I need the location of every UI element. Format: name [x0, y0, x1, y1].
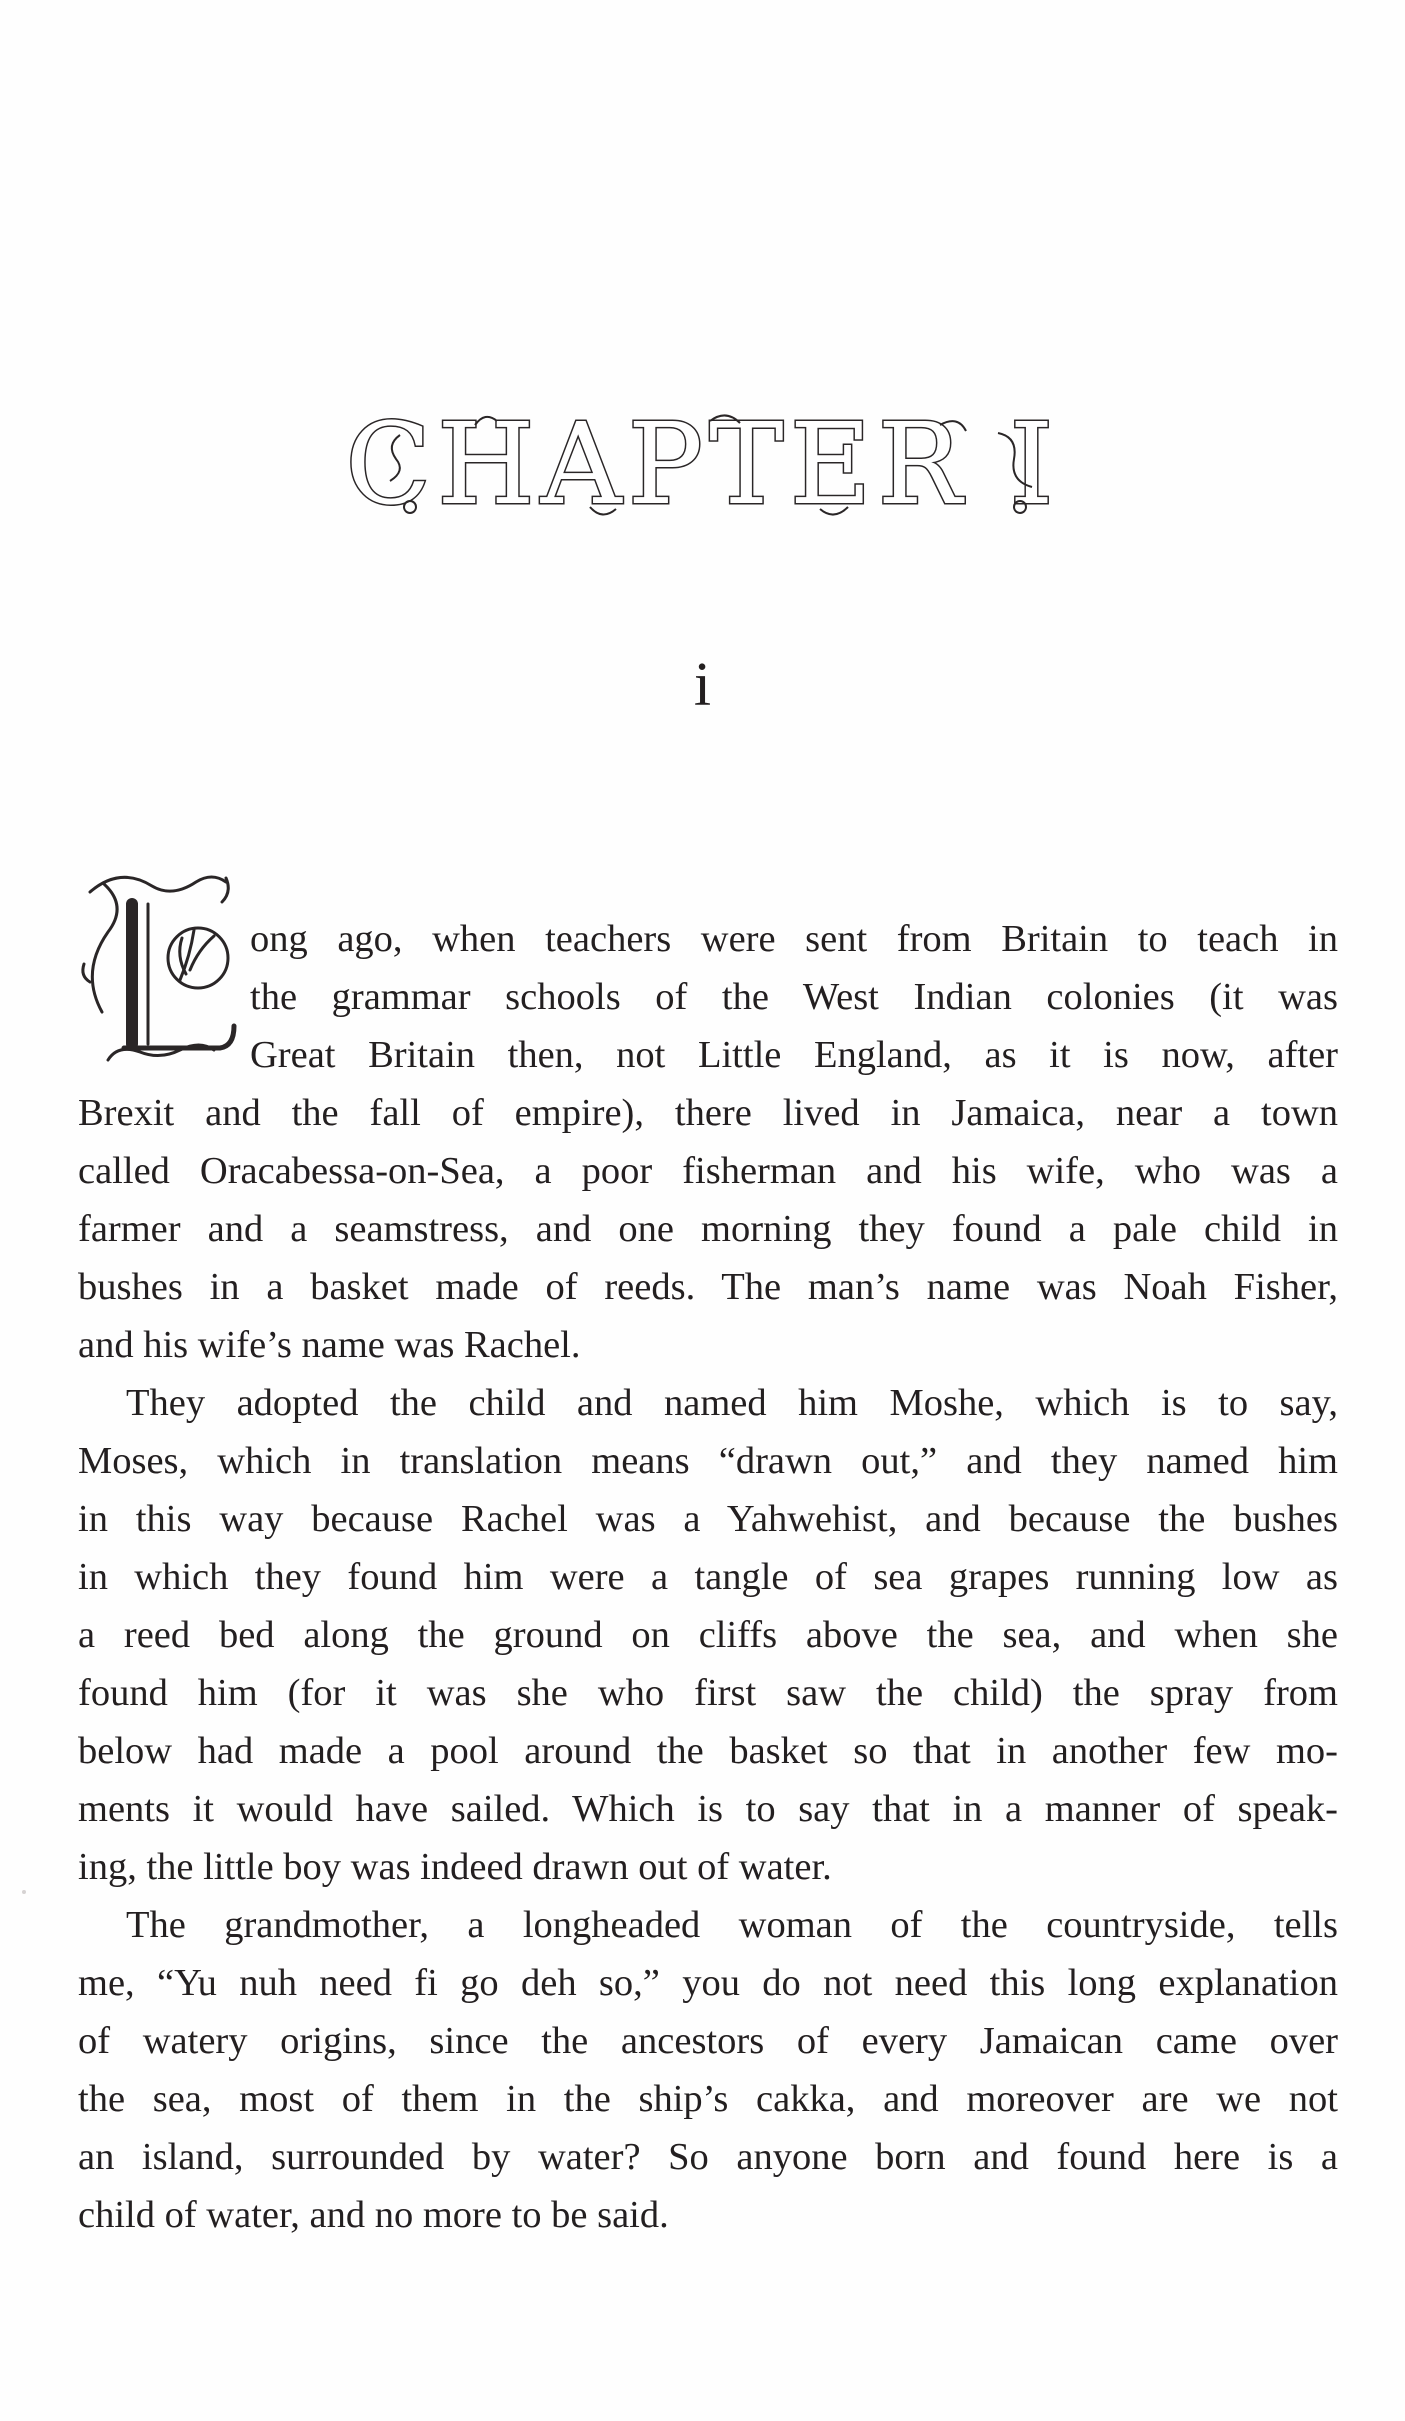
text-line: below had made a pool around the basket so that in another few mo- — [78, 1730, 1338, 1772]
text-line: called Oracabessa-on-Sea, a poor fisherman and his wife, who was a — [78, 1150, 1338, 1192]
text-line: an island, surrounded by water? So anyone born and found here is a — [78, 2136, 1338, 2178]
text-line: a reed bed along the ground on cliffs above the sea, and when she — [78, 1614, 1338, 1656]
body-text — [78, 910, 1338, 2244]
text-line: and his wife’s name was Rachel. — [78, 1324, 581, 1366]
text-line: me, “Yu nuh need fi go deh so,” you do not need this long explanation — [78, 1962, 1338, 2004]
text-line: found him (for it was she who first saw the child) the spray from — [78, 1672, 1338, 1714]
text-line: the grammar schools of the West Indian colonies (it was — [250, 976, 1338, 1018]
text-line: The grandmother, a longheaded woman of the countryside, tells — [126, 1904, 1338, 1946]
scan-speck — [22, 1890, 26, 1894]
text-line: ing, the little boy was indeed drawn out of water. — [78, 1846, 832, 1888]
paragraph — [78, 910, 1338, 1374]
paragraph — [78, 1896, 1338, 2244]
chapter-heading-text: CHAPTER I — [345, 400, 1060, 530]
chapter-heading — [0, 395, 1405, 535]
text-line: the sea, most of them in the ship’s cakka, and moreover are we not — [78, 2078, 1338, 2120]
section-number: i — [693, 651, 712, 719]
text-line: in this way because Rachel was a Yahwehist, and because the bushes — [78, 1498, 1338, 1540]
text-line: of watery origins, since the ancestors of every Jamaican came over — [78, 2020, 1338, 2062]
text-line: Moses, which in translation means “drawn out,” and they named him — [78, 1440, 1338, 1482]
text-line: Brexit and the fall of empire), there lived in Jamaica, near a town — [78, 1092, 1338, 1134]
text-line: They adopted the child and named him Moshe, which is to say, — [126, 1382, 1338, 1424]
text-line: farmer and a seamstress, and one morning they found a pale child in — [78, 1208, 1338, 1250]
text-line: ong ago, when teachers were sent from Britain to teach in — [250, 918, 1338, 960]
text-line: in which they found him were a tangle of sea grapes running low as — [78, 1556, 1338, 1598]
text-line: Great Britain then, not Little England, as it is now, after — [250, 1034, 1338, 1076]
text-line: child of water, and no more to be said. — [78, 2194, 669, 2236]
text-line: bushes in a basket made of reeds. The man’s name was Noah Fisher, — [78, 1266, 1338, 1308]
paragraph — [78, 1374, 1338, 1896]
text-line: ments it would have sailed. Which is to say that in a manner of speak- — [78, 1788, 1338, 1830]
